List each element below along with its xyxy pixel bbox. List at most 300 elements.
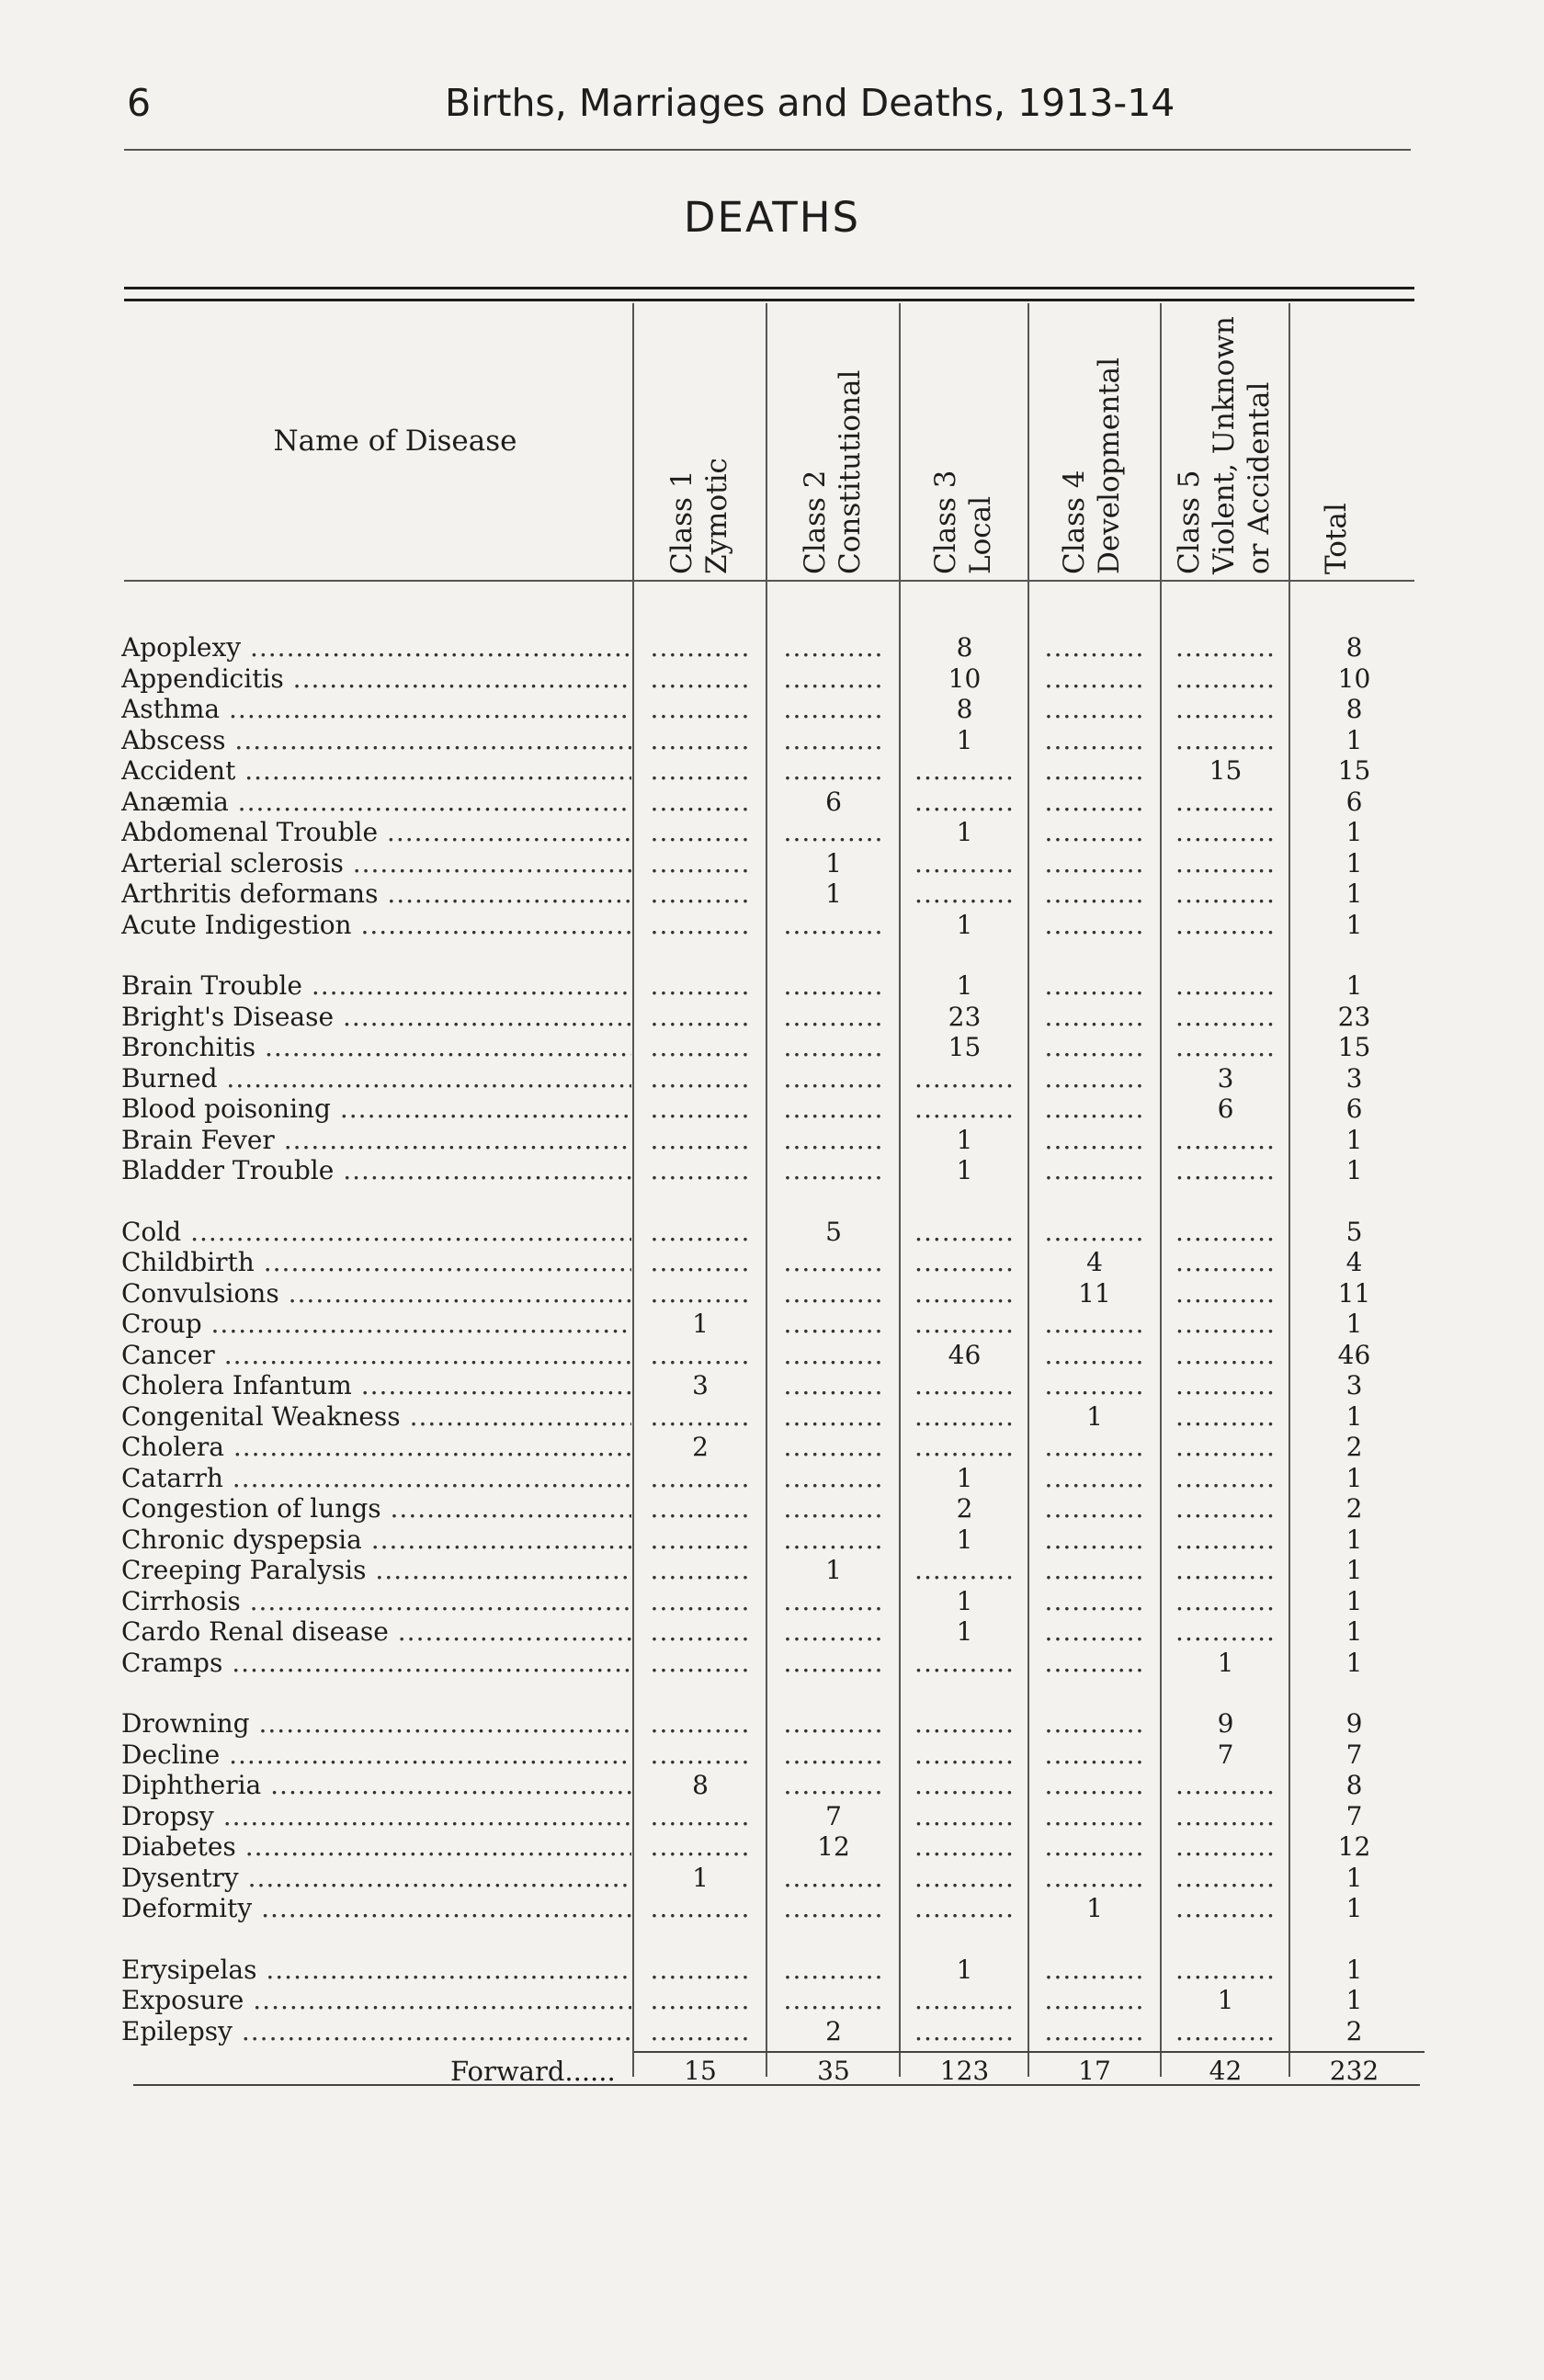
cell-c4 (1031, 1985, 1158, 2015)
leader-dots: ........... (1175, 1862, 1276, 1893)
table-row (0, 848, 1544, 878)
disease-name: Appendicitis ..... (121, 663, 631, 694)
leader-dots: ........... (1175, 1247, 1276, 1277)
table-row (0, 1309, 1544, 1339)
cell-c1 (636, 1831, 765, 1862)
disease-name: Abscess ..... (121, 725, 631, 755)
leader-dots: ........... (1044, 786, 1145, 817)
cell-c1 (636, 1801, 765, 1831)
leader-dots: ........... (783, 1862, 884, 1893)
cell-total: 12 (1337, 1831, 1371, 1862)
disease-name: Catarrh ..... (121, 1463, 631, 1493)
leader-dots: ........... (650, 1339, 751, 1370)
forward-class-5: 42 (1209, 2056, 1243, 2086)
leader-dots: ........... (1044, 1555, 1145, 1585)
leader-dots: ........... (914, 755, 1015, 786)
leader-dots: ........... (783, 1432, 884, 1462)
leader-dots: ........... (1044, 1708, 1145, 1739)
leader-dots: ........... (1044, 1800, 1145, 1831)
leader-dots: ........... (914, 1647, 1015, 1678)
leader-dots: ........... (1175, 847, 1276, 878)
leader-dots: ........... (650, 755, 751, 786)
cell-c1 (636, 1985, 765, 2015)
cell-c2: 6 (825, 786, 842, 817)
cell-c3 (903, 1555, 1027, 1585)
leader-dots: ........... (783, 1400, 884, 1432)
table-row (0, 1155, 1544, 1185)
leader-dots: ........... (1044, 1954, 1145, 1985)
table-row (0, 1524, 1544, 1555)
cell-c2: 5 (825, 1216, 842, 1247)
cell-c3 (903, 787, 1027, 817)
leader-dots: ........... (650, 1094, 751, 1124)
table-row (0, 663, 1544, 694)
disease-name: Diphtheria ..... (121, 1770, 631, 1800)
forward-label: Forward...... (450, 2056, 616, 2087)
cell-c1 (636, 1740, 765, 1770)
disease-name: Anæmia ..... (121, 787, 631, 817)
cell-c3 (903, 2016, 1027, 2046)
leader-dots: ........... (650, 1124, 751, 1155)
cell-c2 (769, 1586, 898, 1616)
disease-name: Epilepsy ..... (121, 2016, 631, 2046)
cell-c2 (769, 1125, 898, 1155)
running-title: Births, Marriages and Deaths, 1913-14 (445, 81, 1175, 125)
leader-dots: ........... (1175, 817, 1276, 847)
forward-total: 232 (1329, 2056, 1379, 2086)
leader-dots: ........... (1175, 1524, 1276, 1555)
leader-dots: ........... (1175, 909, 1276, 940)
leader-dots: ........... (1044, 1062, 1145, 1094)
forward-class-4: 17 (1078, 2056, 1111, 2086)
leader-dots: ........... (783, 663, 884, 694)
cell-c4 (1031, 878, 1158, 909)
leader-dots: ........... (914, 1370, 1015, 1400)
cell-c3 (903, 1247, 1027, 1277)
cell-total: 1 (1345, 1462, 1363, 1493)
leader-dots: ........... (1044, 1462, 1145, 1493)
disease-name: Creeping Paralysis ..... (121, 1555, 631, 1585)
table-row (0, 1831, 1544, 1862)
leader-dots: ........... (1175, 1001, 1276, 1032)
cell-c3: 1 (956, 1462, 973, 1493)
cell-c4 (1031, 1217, 1158, 1247)
table-row (0, 910, 1544, 940)
table-row (0, 694, 1544, 724)
disease-name: Exposure ..... (121, 1985, 631, 2015)
cell-c4 (1031, 632, 1158, 663)
leader-dots: ........... (650, 1062, 751, 1094)
disease-name: Decline ..... (121, 1740, 631, 1770)
cell-total: 1 (1345, 1954, 1363, 1985)
cell-c2: 7 (825, 1800, 842, 1831)
cell-c1 (636, 910, 765, 940)
cell-c1 (636, 1708, 765, 1739)
cell-c5 (1164, 1247, 1288, 1277)
cell-c4 (1031, 1094, 1158, 1124)
leader-dots: ........... (650, 1032, 751, 1062)
leader-dots: ........... (914, 1893, 1015, 1923)
cell-c5: 15 (1209, 755, 1243, 786)
leader-dots: ........... (1044, 817, 1145, 847)
leader-dots: ........... (650, 1155, 751, 1185)
cell-c4 (1031, 1801, 1158, 1831)
leader-dots: ........... (914, 1062, 1015, 1094)
leader-dots: ........... (650, 1524, 751, 1555)
table-row (0, 878, 1544, 909)
cell-total: 3 (1345, 1062, 1363, 1094)
cell-c1: 2 (692, 1432, 709, 1462)
leader-dots: ........... (1175, 878, 1276, 909)
cell-c5 (1164, 1002, 1288, 1032)
table-row (0, 1985, 1544, 2015)
cell-c3 (903, 1432, 1027, 1462)
cell-c4 (1031, 970, 1158, 1001)
cell-c1: 8 (692, 1770, 709, 1800)
cell-c4 (1031, 1770, 1158, 1800)
leader-dots: ........... (650, 1247, 751, 1277)
table-row (0, 1002, 1544, 1032)
cell-c4 (1031, 1002, 1158, 1032)
cell-c3 (903, 1740, 1027, 1770)
cell-c5 (1164, 1125, 1288, 1155)
cell-c3: 10 (948, 663, 982, 694)
cell-c2 (769, 1616, 898, 1647)
leader-dots: ........... (1044, 1831, 1145, 1862)
page-title: DEATHS (683, 193, 861, 242)
leader-dots: ........... (1044, 1585, 1145, 1616)
leader-dots: ........... (1044, 1739, 1145, 1770)
cell-c5 (1164, 1955, 1288, 1985)
forward-class-3: 123 (939, 2056, 990, 2086)
cell-c5 (1164, 2016, 1288, 2046)
cell-c1 (636, 2016, 765, 2046)
cell-c4 (1031, 1463, 1158, 1493)
leader-dots: ........... (783, 1493, 884, 1524)
column-header-class-4: Class 4 Developmental (1058, 357, 1126, 574)
table-top-rule (124, 287, 1414, 289)
cell-c1 (636, 878, 765, 909)
leader-dots: ........... (914, 2015, 1015, 2046)
column-header-class-3: Class 3 Local (929, 470, 997, 574)
cell-c3: 2 (956, 1493, 973, 1524)
leader-dots: ........... (914, 1985, 1015, 2015)
cell-c4 (1031, 817, 1158, 847)
leader-dots: ........... (1044, 663, 1145, 694)
leader-dots: ........... (783, 1094, 884, 1124)
cell-c3: 1 (956, 970, 973, 1001)
cell-c3: 8 (956, 632, 973, 663)
cell-c4 (1031, 755, 1158, 786)
leader-dots: ........... (914, 1800, 1015, 1831)
cell-c5 (1164, 1340, 1288, 1370)
cell-total: 2 (1345, 2015, 1363, 2046)
cell-total: 15 (1337, 1032, 1371, 1062)
cell-c2 (769, 632, 898, 663)
cell-c4 (1031, 910, 1158, 940)
cell-c4: 11 (1078, 1277, 1111, 1309)
cell-c4 (1031, 694, 1158, 724)
cell-c1 (636, 1094, 765, 1124)
leader-dots: ........... (914, 1247, 1015, 1277)
table-row (0, 1555, 1544, 1585)
cell-total: 1 (1345, 1155, 1363, 1185)
cell-c4 (1031, 1432, 1158, 1462)
disease-name: Bronchitis ..... (121, 1032, 631, 1062)
leader-dots: ........... (783, 1370, 884, 1400)
cell-c5 (1164, 878, 1288, 909)
table-row (0, 817, 1544, 847)
cell-c2 (769, 1432, 898, 1462)
table-row (0, 755, 1544, 786)
cell-total: 6 (1345, 1094, 1363, 1124)
disease-name: Childbirth ..... (121, 1247, 631, 1277)
leader-dots: ........... (650, 786, 751, 817)
table-row (0, 970, 1544, 1001)
leader-dots: ........... (1044, 1370, 1145, 1400)
disease-name: Acute Indigestion ..... (121, 910, 631, 940)
cell-total: 1 (1345, 878, 1363, 909)
disease-name: Arterial sclerosis ..... (121, 848, 631, 878)
leader-dots: ........... (783, 1893, 884, 1923)
cell-c2 (769, 910, 898, 940)
leader-dots: ........... (783, 817, 884, 847)
cell-c4 (1031, 725, 1158, 755)
disease-name: Erysipelas ..... (121, 1955, 631, 1985)
cell-c3: 1 (956, 1524, 973, 1555)
cell-c2: 1 (825, 847, 842, 878)
disease-name: Convulsions ..... (121, 1278, 631, 1309)
leader-dots: ........... (914, 1831, 1015, 1862)
leader-dots: ........... (650, 1585, 751, 1616)
leader-dots: ........... (914, 1216, 1015, 1247)
cell-c4 (1031, 1740, 1158, 1770)
cell-total: 1 (1345, 1985, 1363, 2015)
leader-dots: ........... (1175, 1555, 1276, 1585)
cell-c5 (1164, 848, 1288, 878)
leader-dots: ........... (1044, 1432, 1145, 1462)
cell-total: 1 (1345, 970, 1363, 1001)
cell-c2 (769, 1309, 898, 1339)
table-row (0, 1401, 1544, 1432)
cell-c3: 1 (956, 1954, 973, 1985)
cell-total: 1 (1345, 1555, 1363, 1585)
leader-dots: ........... (1044, 970, 1145, 1001)
cell-c1 (636, 1586, 765, 1616)
leader-dots: ........... (1175, 1370, 1276, 1400)
leader-dots: ........... (650, 694, 751, 724)
leader-dots: ........... (914, 1094, 1015, 1124)
leader-dots: ........... (914, 1555, 1015, 1585)
cell-total: 8 (1345, 1770, 1363, 1800)
disease-name: Cold ..... (121, 1217, 631, 1247)
leader-dots: ........... (783, 1708, 884, 1739)
cell-c5 (1164, 1616, 1288, 1647)
cell-c2 (769, 1893, 898, 1923)
cell-c1 (636, 1155, 765, 1185)
page-header (0, 81, 1544, 136)
cell-c5: 9 (1217, 1708, 1234, 1739)
table-row (0, 1125, 1544, 1155)
leader-dots: ........... (1175, 663, 1276, 694)
cell-c1 (636, 1493, 765, 1524)
cell-c1 (636, 1648, 765, 1678)
cell-c4 (1031, 2016, 1158, 2046)
cell-total: 1 (1345, 1862, 1363, 1893)
cell-c5 (1164, 1555, 1288, 1585)
cell-c5 (1164, 1524, 1288, 1555)
leader-dots: ........... (783, 1462, 884, 1493)
cell-c2 (769, 1401, 898, 1432)
cell-c4 (1031, 848, 1158, 878)
leader-dots: ........... (1044, 1647, 1145, 1678)
cell-c4 (1031, 1831, 1158, 1862)
leader-dots: ........... (1044, 1032, 1145, 1062)
leader-dots: ........... (1175, 970, 1276, 1001)
cell-c4: 1 (1086, 1400, 1103, 1432)
cell-c1 (636, 1063, 765, 1094)
leader-dots: ........... (650, 909, 751, 940)
table-row (0, 725, 1544, 755)
cell-c3: 1 (956, 817, 973, 847)
disease-name: Cholera ..... (121, 1432, 631, 1462)
leader-dots: ........... (914, 847, 1015, 878)
column-header-class-5: Class 5 Violent, Unknown or Accidental (1173, 316, 1276, 574)
cell-c5 (1164, 1309, 1288, 1339)
table-row (0, 1801, 1544, 1831)
cell-c2 (769, 1032, 898, 1062)
cell-c3: 1 (956, 1616, 973, 1647)
leader-dots: ........... (1044, 1124, 1145, 1155)
cell-c4 (1031, 1155, 1158, 1185)
leader-dots: ........... (650, 1462, 751, 1493)
cell-total: 1 (1345, 1400, 1363, 1432)
cell-c4 (1031, 1616, 1158, 1647)
leader-dots: ........... (650, 1739, 751, 1770)
leader-dots: ........... (1044, 1524, 1145, 1555)
leader-dots: ........... (1044, 878, 1145, 909)
cell-c5 (1164, 1401, 1288, 1432)
cell-c5 (1164, 1801, 1288, 1831)
cell-c1 (636, 787, 765, 817)
table-row (0, 1217, 1544, 1247)
leader-dots: ........... (783, 1616, 884, 1647)
leader-dots: ........... (914, 1770, 1015, 1800)
leader-dots: ........... (1175, 632, 1276, 663)
cell-c1 (636, 1125, 765, 1155)
table-row (0, 1094, 1544, 1124)
cell-c4 (1031, 1555, 1158, 1585)
leader-dots: ........... (783, 1585, 884, 1616)
cell-c2 (769, 1063, 898, 1094)
cell-c5 (1164, 910, 1288, 940)
cell-c5 (1164, 725, 1288, 755)
leader-dots: ........... (1175, 1277, 1276, 1309)
leader-dots: ........... (1044, 1155, 1145, 1185)
cell-c4 (1031, 663, 1158, 694)
cell-c5 (1164, 787, 1288, 817)
cell-c4 (1031, 1493, 1158, 1524)
leader-dots: ........... (650, 1708, 751, 1739)
cell-c2 (769, 725, 898, 755)
cell-c1 (636, 1401, 765, 1432)
leader-dots: ........... (1175, 1831, 1276, 1862)
leader-dots: ........... (914, 1708, 1015, 1739)
cell-c3 (903, 1708, 1027, 1739)
leader-dots: ........... (1175, 1309, 1276, 1339)
cell-total: 46 (1337, 1339, 1371, 1370)
cell-c4 (1031, 1125, 1158, 1155)
cell-c3 (903, 1309, 1027, 1339)
forward-rule (634, 2051, 1425, 2053)
table-row (0, 2016, 1544, 2046)
leader-dots: ........... (1044, 755, 1145, 786)
cell-c2 (769, 1493, 898, 1524)
cell-c3: 1 (956, 1155, 973, 1185)
cell-c2 (769, 817, 898, 847)
cell-c2 (769, 663, 898, 694)
disease-name: Cirrhosis ..... (121, 1586, 631, 1616)
cell-c5: 6 (1217, 1094, 1234, 1124)
cell-c2 (769, 1002, 898, 1032)
leader-dots: ........... (650, 1277, 751, 1309)
table-row (0, 1493, 1544, 1524)
table-row (0, 1586, 1544, 1616)
leader-dots: ........... (1175, 724, 1276, 755)
leader-dots: ........... (1175, 1216, 1276, 1247)
cell-c2 (769, 1463, 898, 1493)
leader-dots: ........... (914, 1862, 1015, 1893)
leader-dots: ........... (650, 1893, 751, 1923)
leader-dots: ........... (914, 1400, 1015, 1432)
leader-dots: ........... (1044, 1001, 1145, 1032)
cell-c4 (1031, 1863, 1158, 1893)
disease-name: Croup ..... (121, 1309, 631, 1339)
page-number: 6 (127, 81, 152, 125)
column-header-class-2: Class 2 Constitutional (799, 369, 867, 574)
cell-c4 (1031, 1370, 1158, 1400)
disease-name: Bladder Trouble ..... (121, 1155, 631, 1185)
leader-dots: ........... (650, 2015, 751, 2046)
cell-c1 (636, 1217, 765, 1247)
leader-dots: ........... (1175, 1124, 1276, 1155)
column-header-name: Name of Disease (273, 425, 517, 458)
leader-dots: ........... (650, 1800, 751, 1831)
table-row (0, 787, 1544, 817)
table-row (0, 1032, 1544, 1062)
leader-dots: ........... (783, 1647, 884, 1678)
cell-total: 9 (1345, 1708, 1363, 1739)
table-row (0, 1648, 1544, 1678)
disease-name: Cholera Infantum ..... (121, 1370, 631, 1400)
leader-dots: ........... (914, 786, 1015, 817)
disease-name: Congenital Weakness ..... (121, 1401, 631, 1432)
cell-c2 (769, 694, 898, 724)
leader-dots: ........... (1044, 909, 1145, 940)
leader-dots: ........... (783, 724, 884, 755)
leader-dots: ........... (1044, 2015, 1145, 2046)
forward-class-2: 35 (817, 2056, 850, 2086)
cell-c5 (1164, 1155, 1288, 1185)
cell-c4 (1031, 1309, 1158, 1339)
cell-c5 (1164, 1893, 1288, 1923)
cell-c1 (636, 1278, 765, 1309)
leader-dots: ........... (783, 1309, 884, 1339)
table-row (0, 1708, 1544, 1739)
cell-c2 (769, 1524, 898, 1555)
cell-c5 (1164, 1432, 1288, 1462)
cell-c4 (1031, 1524, 1158, 1555)
